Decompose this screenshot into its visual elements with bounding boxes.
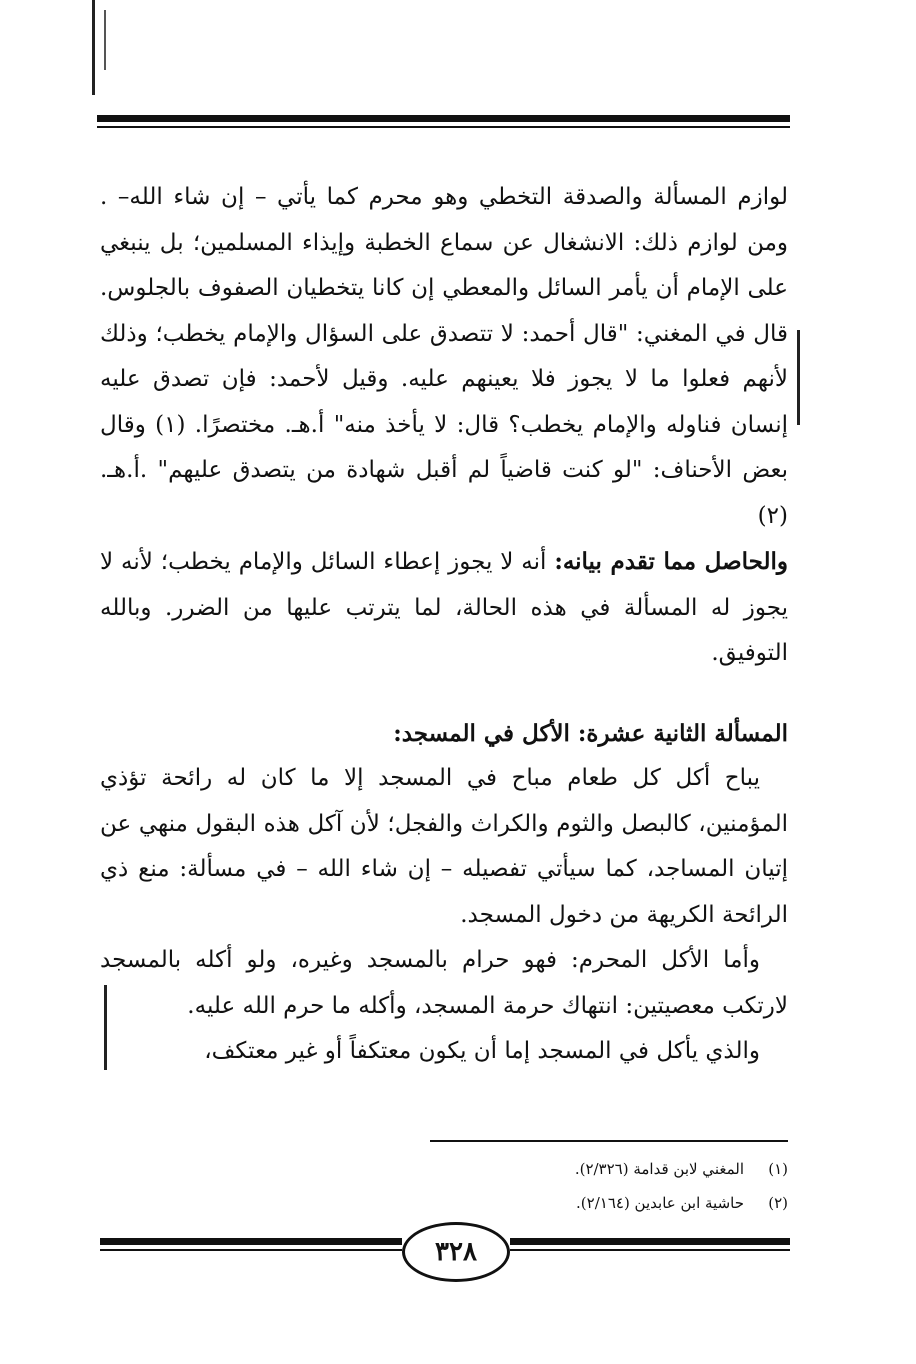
section-heading: المسألة الثانية عشرة: الأكل في المسجد: [393, 719, 788, 747]
margin-mark [797, 330, 800, 425]
paragraph: والذي يأكل في المسجد إما أن يكون معتكفاً أو غير معتكف، [204, 1038, 760, 1064]
footnote-number: (٢) [768, 1194, 788, 1212]
conclusion-text: أنه لا يجوز إعطاء السائل والإمام يخطب؛ لأنه لا يجوز له المسألة في هذه الحالة، لما يترتب عليها من الضرر. وبالله التوفيق. [100, 549, 788, 666]
conclusion-paragraph [100, 539, 788, 677]
footnotes [430, 1152, 788, 1220]
paragraph: يباح أكل كل طعام مباح في المسجد إلا ما كان له رائحة تؤذي المؤمنين، كالبصل والثوم والكراث والفجل؛ لأن آكل هذه البقول منهي عن إتيان المساجد، كما سيأتي تفصيله – إن شاء الله – في مسألة: منع ذي الرائحة الكريهة من دخول المسجد. [100, 765, 788, 928]
page-body [100, 175, 788, 1075]
footer-rule-left [100, 1238, 402, 1251]
footnote [430, 1152, 788, 1186]
paragraph: لوازم المسألة والصدقة التخطي وهو محرم كما يأتي – إن شاء الله– . ومن لوازم ذلك: الانشغال عن سماع الخطبة وإيذاء المسلمين؛ بل ينبغي على الإمام أن يأمر السائل والمعطي إن كانا يتخطيان الصفوف بالجلوس. قال في المغني: "قال أحمد: لا تتصدق على السؤال والإمام يخطب؛ وذلك لأنهم فعلوا ما لا يجوز فلا يعينهم عليه. وقيل لأحمد: فإن تصدق عليه إنسان فناوله والإمام يخطب؟ قال: لا يأخذ منه" أ.هـ. مختصرًا. (١) وقال بعض الأحناف: "لو كنت قاضياً لم أقبل شهادة من يتصدق عليهم" .أ.هـ. (٢) [100, 184, 788, 529]
footnote-rule [430, 1140, 788, 1142]
header-rule [97, 115, 790, 128]
paragraph: وأما الأكل المحرم: فهو حرام بالمسجد وغيره، ولو أكله بالمسجد لارتكب معصيتين: انتهاك حرمة المسجد، وأكله ما حرم الله عليه. [100, 947, 788, 1019]
footnote-text: حاشية ابن عابدين (٢/١٦٤). [576, 1194, 744, 1212]
conclusion-lead: والحاصل مما تقدم بيانه: [554, 548, 788, 575]
footnote-text: المغني لابن قدامة (٢/٣٢٦). [574, 1160, 744, 1178]
footnote-number: (١) [768, 1160, 788, 1178]
page-number: ٣٢٨ [402, 1222, 510, 1282]
scan-edge-mark [92, 0, 95, 95]
scan-edge-mark-inner [104, 10, 106, 70]
footer-rule-right [510, 1238, 790, 1251]
footnote [430, 1186, 788, 1220]
